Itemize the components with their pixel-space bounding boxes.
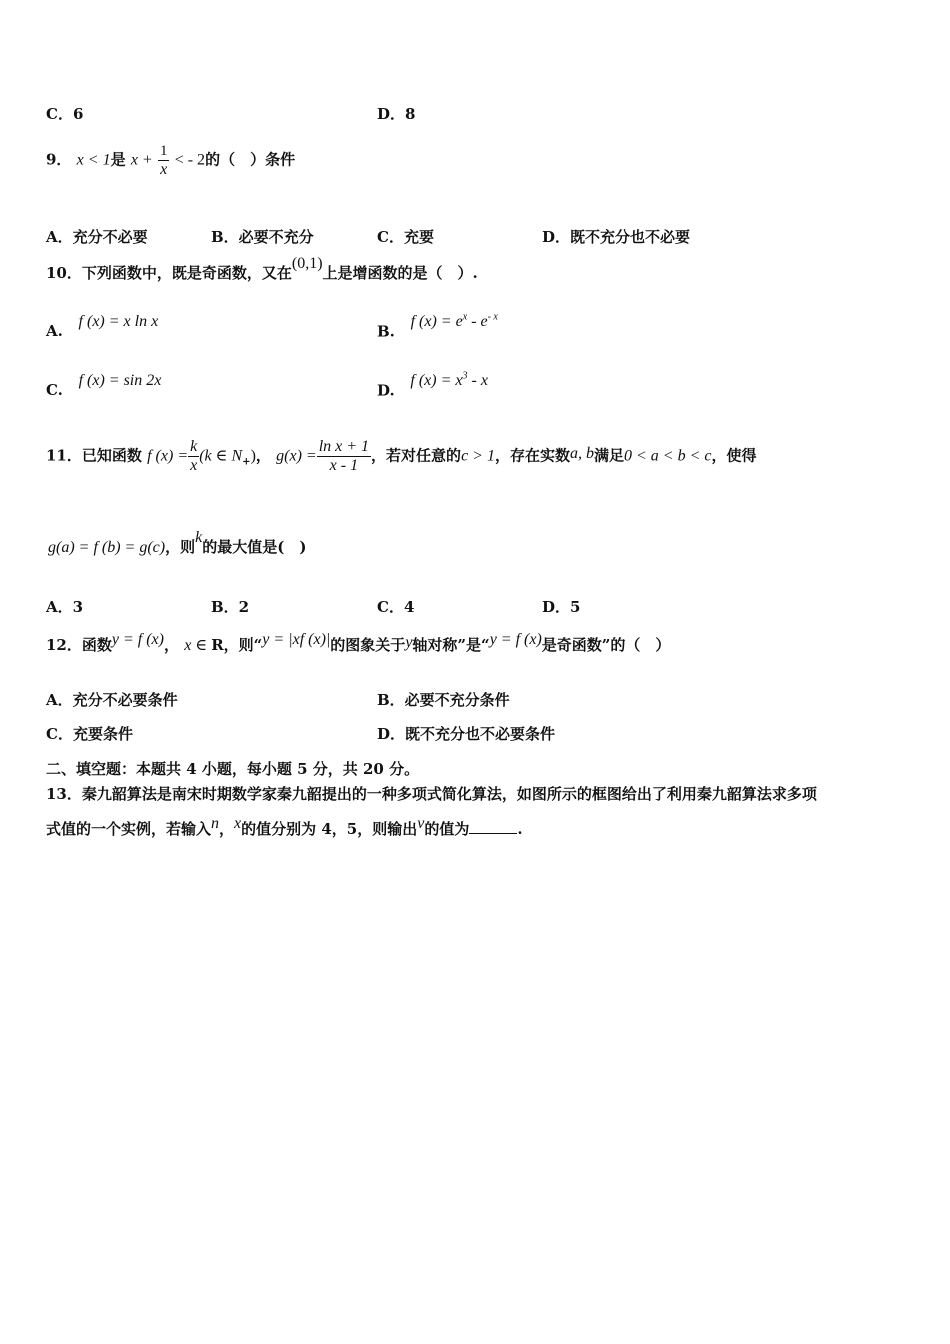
q10-option-b: B. f $(x) = e^x - e^{- x}$ (377, 312, 498, 341)
q12-option-a: A．充分不必要条件 (46, 691, 178, 709)
q12-option-b: B．必要不充分条件 (377, 691, 510, 709)
q12-stem: 12．函数y = f (x)， x ∈ R，则“y = |xf (x)|的图象关于y轴对称”是“y = f (x)是奇函数”的（ ） (46, 631, 671, 654)
q11-f-fraction: $\frac{k}{x}$ (190, 438, 198, 474)
q8-option-c: C．6 (46, 105, 84, 123)
q9-cond1: x < 1 (76, 151, 111, 169)
q13-stem-line2: 式值的一个实例，若输入n，x的值分别为 4，5，则输出v的值为 . (46, 815, 523, 838)
q13-stem-line1: 13．秦九韶算法是南宋时期数学家秦九韶提出的一种多项式简化算法，如图所示的框图给出了利用秦九韶算法求多项 (46, 785, 817, 803)
q12-option-d: D．既不充分也不必要条件 (377, 725, 556, 743)
q13-answer-blank[interactable] (469, 819, 517, 834)
q9-option-c: C．充要 (377, 228, 434, 246)
q11-option-c: C．4 (377, 598, 415, 616)
q9-fraction: $\frac{1}{x}$ (159, 143, 168, 178)
q9-option-b: B．必要不充分 (211, 228, 314, 246)
q9-option-a: A．充分不必要 (46, 228, 148, 246)
q8-option-d: D．8 (377, 105, 416, 123)
q10-option-d: D. f $(x) = x^3 - x$ (377, 371, 488, 400)
q9-stem: 9． x < 1是 x + $\frac{1}{x}$ < - 2的（ ）条件 (46, 143, 296, 178)
q12-option-c: C．充要条件 (46, 725, 133, 743)
q9-option-d: D．既不充分也不必要 (542, 228, 691, 246)
q10-stem: 10．下列函数中，既是奇函数，又在(0,1)上是增函数的是（ ）. (46, 255, 478, 282)
q11-stem-line2: g(a) = f (b) = g(c)，则k的最大值是( ) (48, 529, 307, 556)
section-heading-fill-in: 二、填空题：本题共 4 小题，每小题 5 分，共 20 分。 (46, 760, 420, 778)
q11-option-a: A．3 (46, 598, 84, 616)
q10-interval: (0,1) (291, 255, 323, 272)
q11-option-b: B．2 (211, 598, 250, 616)
q11-stem: 11．已知函数 f (x) = $\frac{k}{x}$ (k ∈ $N_+$)， g(x) = $\frac{\text{ln x + 1}}{x - 1}$ ，若对任意的c > 1，存在实数a, b满足0 < a < b < c，使得 (46, 438, 757, 474)
q10-option-a: A. f (x) = x ln x (46, 313, 159, 340)
q10-option-c: C. f (x) = sin 2x (46, 372, 162, 399)
q11-option-d: D．5 (542, 598, 581, 616)
q11-g-fraction: $\frac{\text{ln x + 1}}{x - 1}$ (318, 438, 370, 474)
